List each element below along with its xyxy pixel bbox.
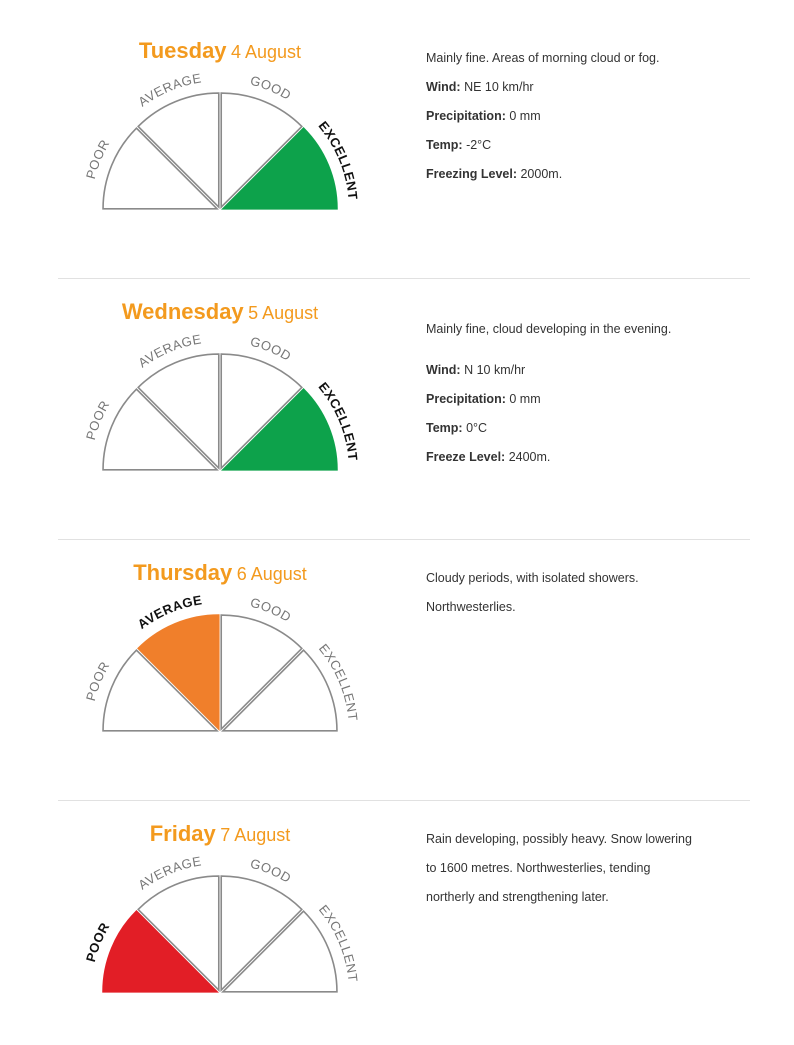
day-name: Friday (149, 821, 216, 846)
day-title (60, 560, 380, 586)
detail-label: Temp: (426, 138, 463, 152)
forecast-day-tuesday (0, 0, 794, 261)
gauge-label-average: AVERAGE (135, 853, 203, 893)
forecast-day-friday (0, 783, 794, 1044)
gauge-label-poor: POOR (82, 397, 113, 442)
gauge-label-good: GOOD (248, 855, 294, 886)
detail-freeze-level (426, 443, 756, 472)
gauge-label-good: GOOD (248, 72, 294, 103)
forecast-details (426, 44, 756, 189)
forecast-summary: Cloudy periods, with isolated showers. (426, 571, 639, 585)
gauge-label-excellent: EXCELLENT (315, 640, 361, 722)
forecast-summary-line: northerly and strengthening later. (426, 890, 609, 904)
forecast-summary: Mainly fine, cloud developing in the evening. (426, 322, 672, 336)
detail-wind (426, 356, 756, 385)
forecast-summary: Rain developing, possibly heavy. Snow lowering (426, 832, 692, 846)
gauge-label-poor: POOR (82, 919, 113, 964)
detail-value: 2400m. (508, 450, 551, 464)
detail-label: Precipitation: (426, 109, 506, 123)
detail-value: NE 10 km/hr (464, 80, 534, 94)
detail-label: Wind: (426, 80, 461, 94)
forecast-summary-line: Northwesterlies. (426, 600, 516, 614)
day-name: Wednesday (121, 299, 244, 324)
day-date: 4 August (231, 42, 302, 62)
detail-temp (426, 414, 756, 443)
forecast-summary: Mainly fine. Areas of morning cloud or fog. (426, 51, 660, 65)
detail-label: Precipitation: (426, 392, 506, 406)
day-date: 6 August (236, 564, 307, 584)
gauge-label-poor: POOR (82, 658, 113, 703)
day-name: Thursday (133, 560, 233, 585)
gauge-label-good: GOOD (248, 333, 294, 364)
detail-value: 0°C (466, 421, 488, 435)
conditions-gauge (60, 584, 380, 784)
day-title (60, 299, 380, 325)
conditions-gauge (60, 845, 380, 1045)
day-name: Tuesday (138, 38, 227, 63)
day-date: 5 August (248, 303, 319, 323)
gauge-label-excellent: EXCELLENT (315, 379, 361, 462)
detail-label: Wind: (426, 363, 461, 377)
detail-label: Temp: (426, 421, 463, 435)
gauge-label-good: GOOD (248, 594, 294, 625)
conditions-gauge (60, 323, 380, 523)
conditions-gauge (60, 62, 380, 262)
detail-value: -2°C (466, 138, 492, 152)
forecast-day-wednesday (0, 261, 794, 522)
gauge-label-excellent: EXCELLENT (315, 118, 361, 201)
detail-value: N 10 km/hr (464, 363, 526, 377)
detail-temp (426, 131, 756, 160)
detail-value: 0 mm (509, 392, 541, 406)
forecast-summary-line: to 1600 metres. Northwesterlies, tending (426, 861, 651, 875)
forecast-details (426, 564, 756, 622)
gauge-label-average: AVERAGE (134, 592, 204, 632)
detail-label: Freezing Level: (426, 167, 517, 181)
day-title (60, 38, 380, 64)
detail-value: 0 mm (509, 109, 541, 123)
forecast-day-thursday (0, 522, 794, 783)
detail-precipitation (426, 385, 756, 414)
gauge-label-poor: POOR (82, 136, 113, 181)
gauge-label-average: AVERAGE (135, 331, 203, 371)
detail-wind (426, 73, 756, 102)
day-title (60, 821, 380, 847)
detail-label: Freeze Level: (426, 450, 506, 464)
detail-freezing-level (426, 160, 756, 189)
gauge-label-excellent: EXCELLENT (315, 901, 361, 983)
day-date: 7 August (220, 825, 291, 845)
forecast-details (426, 315, 756, 472)
forecast-details (426, 825, 756, 912)
detail-precipitation (426, 102, 756, 131)
gauge-label-average: AVERAGE (135, 70, 203, 110)
detail-value: 2000m. (520, 167, 563, 181)
